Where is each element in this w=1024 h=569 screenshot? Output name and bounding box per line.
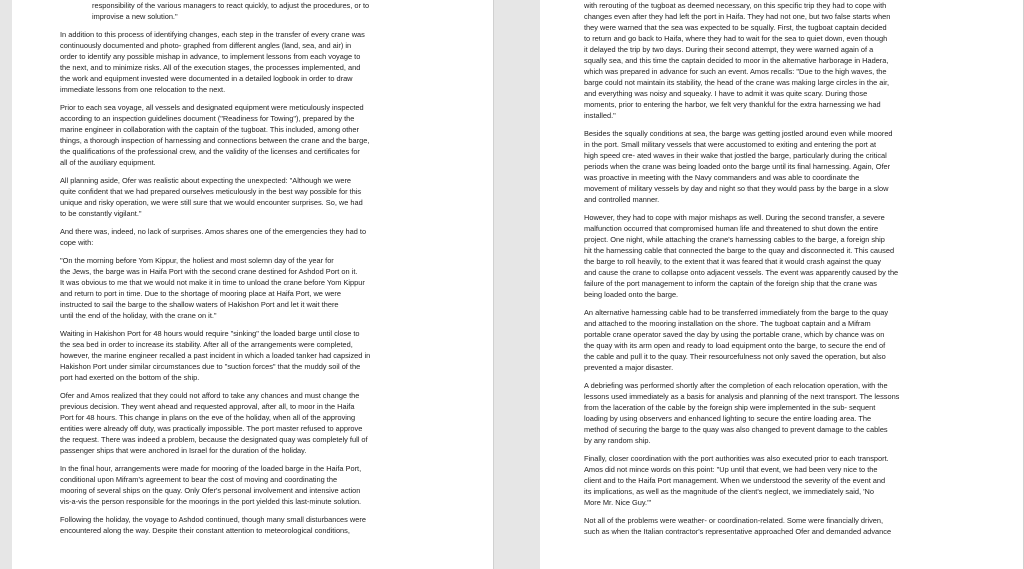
paragraph: Finally, closer coordination with the port authorities was also executed prior to each transport. Amos did not mince words on this point: "Up until that event, we had been very nice to the client and to the Haifa Port management. When we understood the severity of the event and its implications, as well as the magnitude of the client's neglect, we immediately said, 'No More Mr. Nice Guy.'" bbox=[584, 454, 889, 507]
paragraph: responsibility of the various managers to react quickly, to adjust the procedures, or to improvise a new solution." bbox=[92, 1, 370, 21]
document-page-left bbox=[12, 0, 494, 569]
paragraph: Ofer and Amos realized that they could not afford to take any chances and must change the previous decision. They went ahead and requested approval, after all, to moor in the Haifa Port for 48 hours. This change in plans on the eve of the holiday, when all of the approving entities were already off duty, was practically impossible. The port master refused to approve the request. There was indeed a problem, because the designated quay was completely full of passenger ships that were anchored in Israel for the duration of the holiday. bbox=[60, 391, 368, 455]
quote-paragraph: "On the morning before Yom Kippur, the holiest and most solemn day of the year for the Jews, the barge was in Haifa Port with the second crane destined for Ashdod Port on it. It was obvious to me that we would not make it in time to unload the crane before Yom Kippur and return to port in time. Due to the shortage of mooring place at Haifa Port, we were instructed to sail the barge to the shallow waters of Hakishon Port and let it wait there until the end of the holiday, with the crane on it." bbox=[60, 256, 365, 320]
paragraph: All planning aside, Ofer was realistic about expecting the unexpected: "Although we were quite confident that we had prepared ourselves meticulously in the best way possible for this unique and risky operation, we were still sure that we would encounter surprises. So, we had to be constantly vigilant." bbox=[60, 176, 363, 218]
paragraph: Prior to each sea voyage, all vessels and designated equipment were meticulously inspected according to an inspection guidelines document ("Readiness for Towing"), prepared by the marine engineer in collaboration with the captain of the tugboat. This included, among other things, a thorough inspection of harnessing and connections between the crane and the barge, the qualifications of the professional crew, and the validity of the licenses and certificates for all of the auxiliary equipment. bbox=[60, 103, 370, 167]
paragraph: A debriefing was performed shortly after the completion of each relocation operation, with the lessons used immediately as a basis for analysis and planning of the next transport. The lessons from the laceration of the cable by the foreign ship were implemented in the sub- sequent loading by using observers and enhanced lighting to secure the entire loading area. The method of securing the barge to the quay was also changed to prevent damage to the cables by any random ship. bbox=[584, 381, 900, 445]
paragraph: Following the holiday, the voyage to Ashdod continued, though many small disturbances were encountered along the way. Despite their constant attention to meteorological conditions, bbox=[60, 515, 366, 535]
document-page-right bbox=[540, 0, 1024, 569]
paragraph: And there was, indeed, no lack of surprises. Amos shares one of the emergencies they had to cope with: bbox=[60, 227, 367, 247]
paragraph: with rerouting of the tugboat as deemed necessary, on this specific trip they had to cope with changes even after they had left the port in Haifa. They had not one, but two false starts when they were warned that the sea was expected to be squally. First, the tugboat captain decided to return and go back to Haifa, where they had to wait for the sea to quiet down, even though it delayed the trip by two days. During their second attempt, they were warned again of a squally sea, and this time the captain decided to moor in the alternative harborage in Hadera, which was prepared in advance for such an event. Amos recalls: "Due to the high waves, the barge could not maintain its stability, the head of the crane was making large circles in the air, and everything was noisy and squeaky. I have to admit it was quite scary. During those moments, prior to entering the harbor, we felt very thankful for the extra harnessing we had installed." bbox=[584, 1, 891, 120]
paragraph: Besides the squally conditions at sea, the barge was getting jostled around even while moored in the port. Small military vessels that were accustomed to exiting and entering the port at high speed cre- ated waves in their wake that jostled the barge, particularly during the critical periods when the crane was being loaded onto the barge until its final harnessing. Again, Ofer was proactive in meeting with the Navy commanders and was able to coordinate the movement of military vessels by day and night so that they would pass by the barge in a slow and controlled manner. bbox=[584, 129, 893, 204]
paragraph: Waiting in Hakishon Port for 48 hours would require "sinking" the loaded barge until close to the sea bed in order to increase its stability. After all of the arrangements were completed, however, the marine engineer recalled a past incident in which a loaded tanker had capsized in Hakishon Port under similar circumstances due to "suction forces" that the muddy soil of the port had exerted on the bottom of the ship. bbox=[60, 329, 371, 382]
paragraph: In addition to this process of identifying changes, each step in the transfer of every crane was continuously documented and photo- graphed from different angles (land, sea, and air) in order to identify any possible mishap in advance, to implement lessons from each voyage to the next, and to minimize risks. All of the execution stages, the processes implemented, and the work and equipment invested were documented in a detailed logbook in order to draw immediate lessons from one relocation to the next. bbox=[60, 30, 365, 94]
paragraph: However, they had to cope with major mishaps as well. During the second transfer, a severe malfunction occurred that compromised human life and threatened to shut down the entire project. One night, while attaching the crane's harnessing cables to the barge, a foreign ship hit the harnessing cable that connected the barge to the quay and disconnected it. This caused the barge to roll heavily, to the extent that it was feared that it would crash against the quay and cause the crane to collapse onto adjacent vessels. The event was apparently caused by the failure of the port management to inform the captain of the foreign ship that the crane was being loaded onto the barge. bbox=[584, 213, 899, 299]
paragraph: In the final hour, arrangements were made for mooring of the loaded barge in the Haifa Port, conditional upon Mifram's agreement to bear the cost of moving and coordinating the mooring of several ships on the quay. Only Ofer's personal involvement and intensive action vis-a-vis the person responsible for the moorings in the port yielded this last-minute solution. bbox=[60, 464, 362, 506]
paragraph: Not all of the problems were weather- or coordination-related. Some were financially driven, such as when the Italian contractor's representative approached Ofer and demanded advance bbox=[584, 516, 892, 536]
paragraph: An alternative harnessing cable had to be transferred immediately from the barge to the quay and attached to the mooring installation on the shore. The tugboat captain and a Mifram portable crane operator saved the day by using the portable crane, which by chance was on the quay with its arm open and ready to load equipment onto the barge, to secure the end of the cable and pull it to the quay. Their resourcefulness not only saved the operation, but also prevented a major disaster. bbox=[584, 308, 889, 372]
